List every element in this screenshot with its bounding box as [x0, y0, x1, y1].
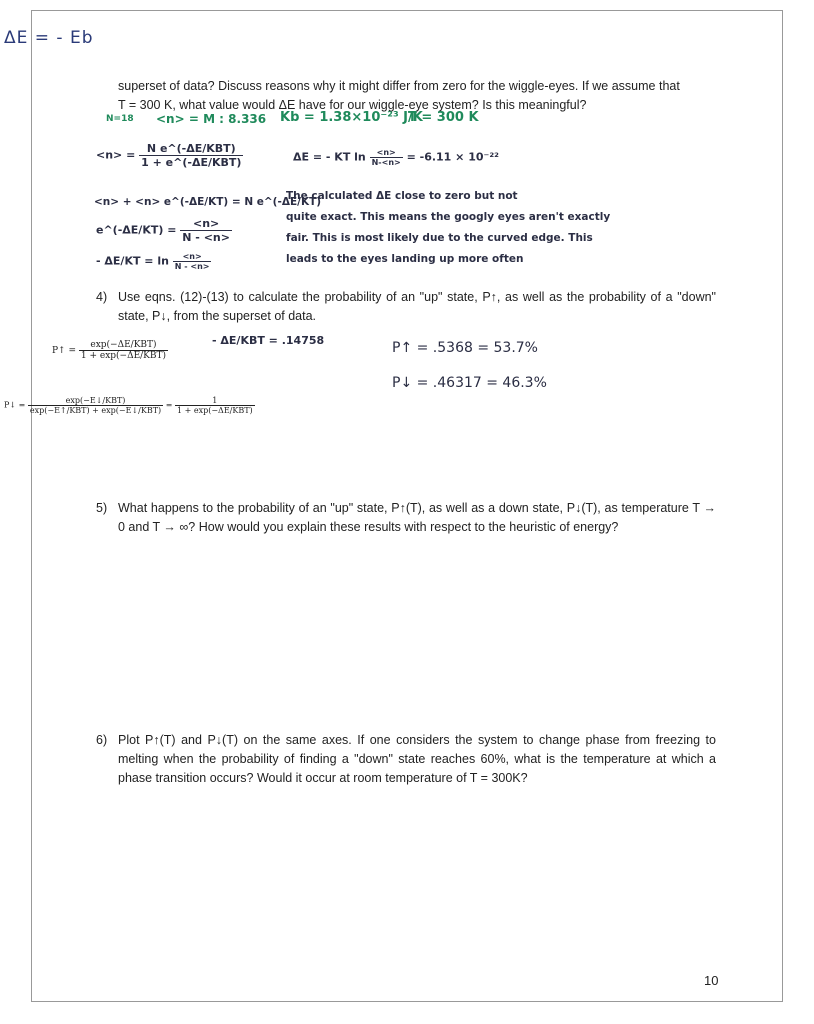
eq5-denominator: N-<n> — [371, 158, 401, 167]
explanation-line-2: quite exact. This means the googly eyes aren't exactly — [286, 211, 611, 223]
q4-text: Use eqns. (12)-(13) to calculate the probability of an "up" state, P↑, as well as the probability of a "down" state, P↓, from the superset of data. — [118, 290, 716, 323]
formula-p-up — [52, 340, 168, 361]
formula-down-equals: = — [165, 400, 173, 410]
green-note-mean: <n> = M : 8.336 — [156, 112, 267, 126]
q6-number: 6) — [96, 733, 108, 747]
q6-text: Plot P↑(T) and P↓(T) on the same axes. If one considers the system to change phase from freezing to melting when the probability of finding a "down" state reaches 60%, what is the temperature at which a phase transition occurs? Would it occur at room temperature of T = 300K? — [118, 733, 716, 785]
eq3-denominator: N - <n> — [182, 231, 230, 244]
eq4-numerator: <n> — [173, 252, 212, 262]
intro-line-1: superset of data? Discuss reasons why it might differ from zero for the wiggle-eyes. If we assume that — [118, 79, 680, 93]
eq5-numerator: <n> — [370, 148, 403, 158]
eq3-lhs: e^(-ΔE/KT) = — [96, 223, 177, 237]
derivation-eq2: <n> + <n> e^(-ΔE/KT) = N e^(-ΔE/KT) — [94, 196, 322, 208]
eq5-rhs: = -6.11 × 10⁻²² — [406, 150, 499, 164]
derivation-eq4 — [96, 252, 211, 271]
formula-up-lhs: P↑ = — [52, 346, 76, 356]
explanation-line-3: fair. This is most likely due to the curved edge. This — [286, 232, 593, 244]
result-p-up: P↑ = .5368 = 53.7% — [392, 340, 538, 356]
eq4-denominator: N - <n> — [174, 262, 210, 271]
green-note-kb: Kb = 1.38×10⁻²³ J/K — [280, 110, 423, 125]
q5-number: 5) — [96, 501, 108, 515]
question-6 — [96, 731, 726, 788]
eq3-numerator: <n> — [180, 217, 232, 231]
explanation-line-1: The calculated ΔE close to zero but not — [286, 190, 518, 202]
ratio-value: - ΔE/KBT = .14758 — [212, 334, 325, 347]
q4-number: 4) — [96, 290, 108, 304]
question-4 — [96, 288, 726, 326]
eq1-denominator: 1 + e^(-ΔE/KBT) — [141, 156, 242, 169]
formula-down-frac1-numerator: exp(−E↓/KBT) — [28, 396, 163, 406]
formula-down-frac2-numerator: 1 — [175, 396, 255, 406]
formula-up-numerator: exp(−ΔE/KBT) — [79, 340, 168, 351]
formula-up-denominator: 1 + exp(−ΔE/KBT) — [80, 351, 167, 361]
green-note-temp: T = 300 K — [408, 110, 479, 125]
formula-down-lhs: P↓ = — [4, 400, 26, 410]
question-5 — [96, 499, 726, 537]
eq4-lhs: - ΔE/KT = ln — [96, 254, 169, 268]
page-number: 10 — [704, 973, 719, 988]
explanation-line-4: leads to the eyes landing up more often — [286, 253, 524, 265]
eq5-lhs: ΔE = - KT ln — [293, 150, 366, 164]
margin-note: ΔE = - Eb — [4, 28, 94, 48]
result-p-down: P↓ = .46317 = 46.3% — [392, 375, 547, 391]
derivation-eq1 — [96, 142, 243, 169]
eq1-lhs: <n> = — [96, 148, 136, 162]
green-note-n: N=18 — [106, 114, 134, 124]
q5-text: What happens to the probability of an "up" state, P↑(T), as well as a down state, P↓(T), as temperature T → 0 and T → ∞? How would you explain these results with respect to the heuristic of energy? — [118, 501, 716, 534]
explanation — [286, 186, 706, 270]
derivation-eq3 — [96, 217, 232, 244]
derivation-eq5 — [293, 148, 499, 167]
formula-down-frac1-denominator: exp(−E↑/KBT) + exp(−E↓/KBT) — [29, 406, 162, 415]
eq1-numerator: N e^(-ΔE/KBT) — [139, 142, 243, 156]
formula-down-frac2-denominator: 1 + exp(−ΔE/KBT) — [176, 406, 253, 415]
formula-p-down — [4, 396, 255, 415]
intro-line-2: T = 300 K, what value would ΔE have for our wiggle-eye system? Is this meaningful? — [118, 98, 587, 112]
